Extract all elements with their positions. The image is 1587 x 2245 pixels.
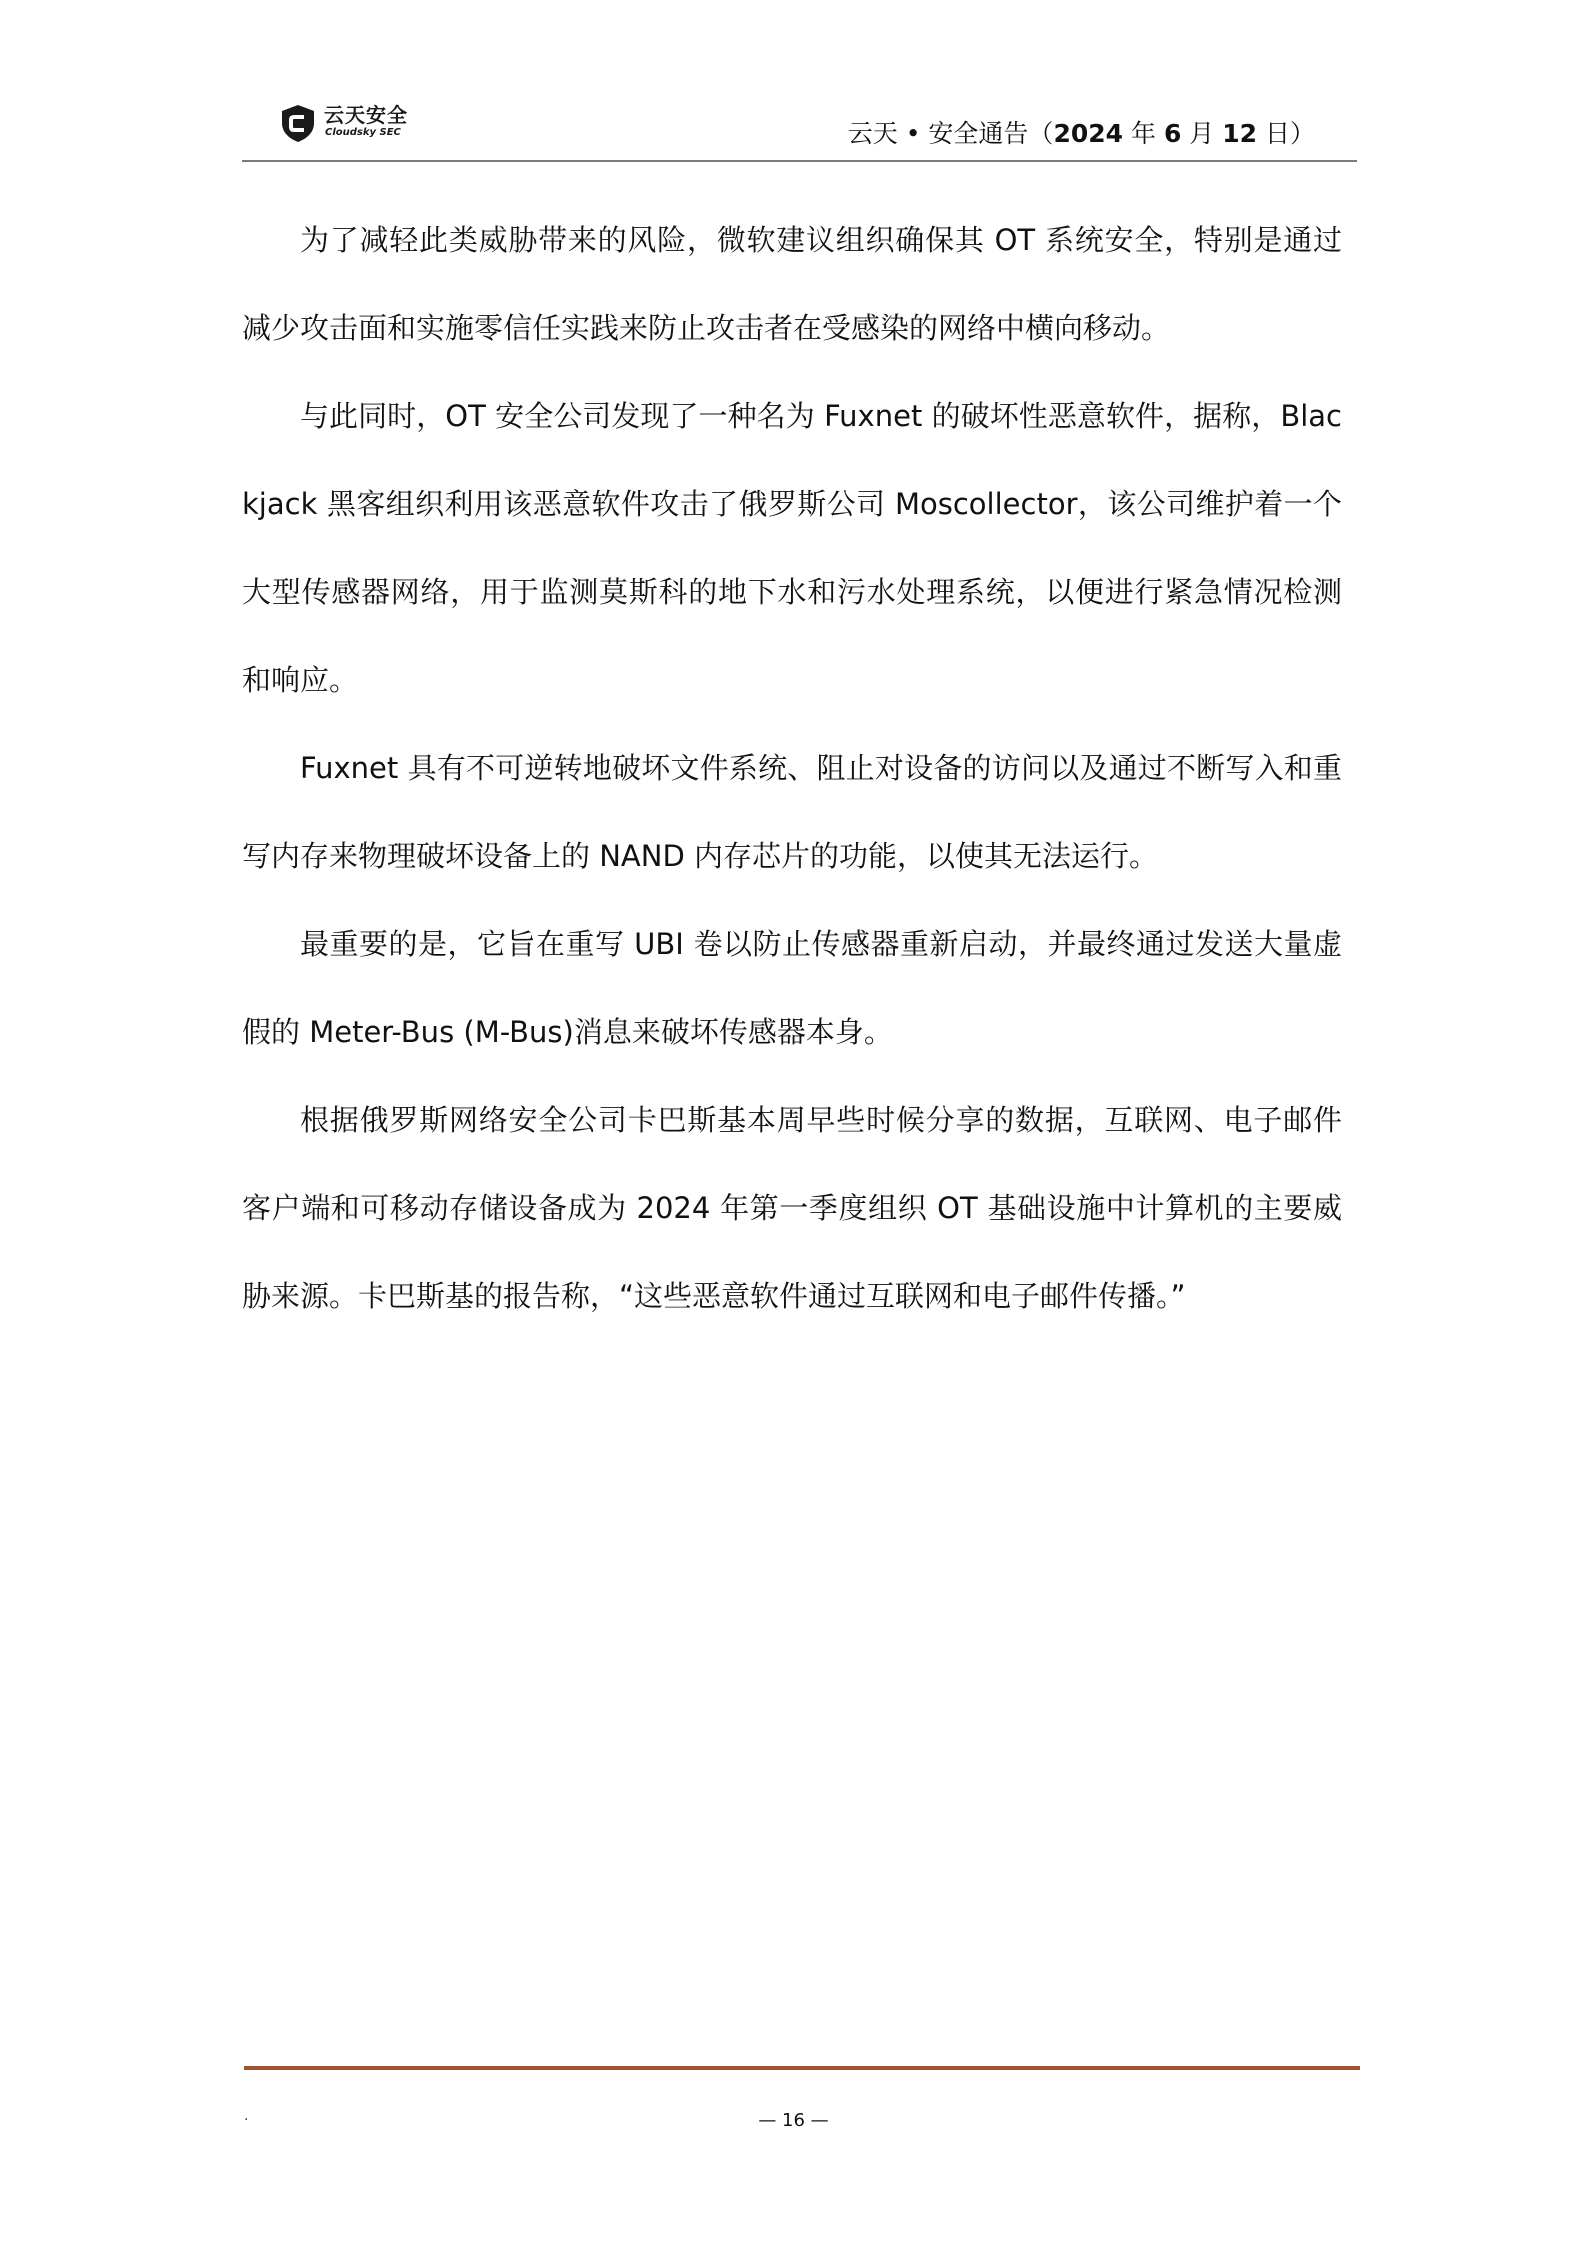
page-number: — 16 —	[758, 2110, 829, 2131]
title-day-unit: 日）	[1257, 119, 1315, 148]
title-day: 12	[1222, 119, 1258, 148]
footer-dot: .	[244, 2108, 249, 2124]
paragraph-fuxnet-discovery: 与此同时，OT 安全公司发现了一种名为 Fuxnet 的破坏性恶意软件，据称，Blackjack 黑客组织利用该恶意软件攻击了俄罗斯公司 Moscollector，该公司维护着一个大型传感器网络，用于监测莫斯科的地下水和污水处理系统，以便进行紧急情况检测和响应。	[242, 399, 1342, 697]
logo-english-text: Cloudsky SEC	[325, 127, 401, 138]
logo-chinese-text: 云天安全	[324, 103, 408, 127]
cloudsky-shield-icon	[278, 103, 318, 143]
footer-divider	[244, 2066, 1360, 2070]
cloudsky-logo	[278, 98, 418, 148]
title-year: 2024	[1053, 119, 1124, 148]
page-header	[242, 92, 1357, 162]
title-year-unit: 年	[1123, 119, 1164, 148]
title-month: 6	[1163, 119, 1182, 148]
paragraph-microsoft-recommendation: 为了减轻此类威胁带来的风险，微软建议组织确保其 OT 系统安全，特别是通过减少攻击面和实施零信任实践来防止攻击者在受感染的网络中横向移动。	[242, 223, 1342, 345]
paragraph-ubi-mbus: 最重要的是，它旨在重写 UBI 卷以防止传感器重新启动，并最终通过发送大量虚假的 Meter-Bus (M-Bus)消息来破坏传感器本身。	[242, 927, 1342, 1049]
title-prefix: 云天 • 安全通告（	[847, 119, 1054, 148]
document-body	[242, 196, 1342, 1340]
bulletin-title	[848, 114, 1315, 150]
title-month-unit: 月	[1181, 119, 1223, 148]
paragraph-fuxnet-capabilities: Fuxnet 具有不可逆转地破坏文件系统、阻止对设备的访问以及通过不断写入和重写内存来物理破坏设备上的 NAND 内存芯片的功能，以使其无法运行。	[242, 751, 1342, 873]
paragraph-kaspersky-report: 根据俄罗斯网络安全公司卡巴斯基本周早些时候分享的数据，互联网、电子邮件客户端和可移动存储设备成为 2024 年第一季度组织 OT 基础设施中计算机的主要威胁来源。卡巴斯基的报告称，“这些恶意软件通过互联网和电子邮件传播。”	[242, 1103, 1342, 1313]
header-divider	[242, 160, 1357, 162]
